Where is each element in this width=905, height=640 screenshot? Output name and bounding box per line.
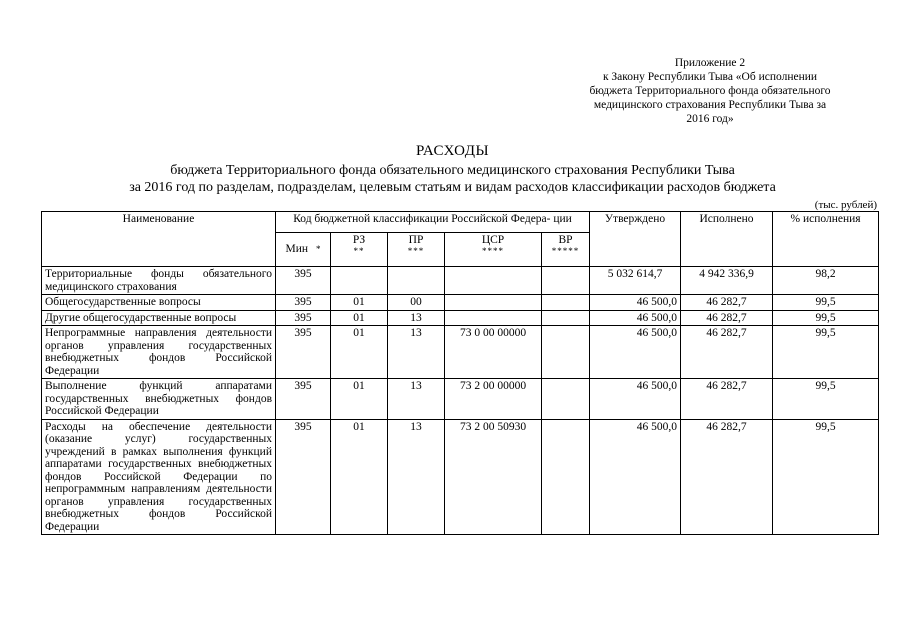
row-pr: 13 [388,310,445,326]
header-vr-mark: ***** [551,246,580,257]
header-code-group: Код бюджетной классификации Российской Федера- ции [276,212,590,233]
row-name: Непрограммные направления деятельности органов управления государственных внебюджетных фондов Российской Федерации [42,326,276,379]
header-csr [445,232,542,266]
row-vr [542,419,590,535]
appendix-line: бюджета Территориального фонда обязательного [589,85,831,97]
row-vr [542,267,590,295]
row-vr [542,295,590,311]
header-pr-label: ПР [408,233,424,246]
row-min: 395 [276,326,331,379]
header-pr-mark: *** [407,246,425,257]
row-rz: 01 [331,419,388,535]
row-csr: 73 0 00 00000 [445,326,542,379]
table-header-row [42,212,879,233]
appendix-line: Приложение 2 [674,57,746,69]
row-rz: 01 [331,326,388,379]
row-percent: 99,5 [773,310,879,326]
row-percent: 99,5 [773,379,879,420]
row-pr: 13 [388,379,445,420]
table-row [42,267,879,295]
table-row [42,295,879,311]
header-csr-label: ЦСР [481,233,505,246]
row-min: 395 [276,379,331,420]
row-percent: 99,5 [773,295,879,311]
row-approved: 5 032 614,7 [590,267,681,295]
header-vr-label: ВР [558,233,573,246]
row-csr [445,295,542,311]
units-label: (тыс. рублей) [814,199,877,211]
header-pr [388,232,445,266]
appendix-line: 2016 год» [686,113,734,125]
row-approved: 46 500,0 [590,419,681,535]
header-executed: Исполнено [681,212,773,267]
row-csr [445,310,542,326]
row-name: Другие общегосударственные вопросы [42,310,276,326]
row-pr: 13 [388,326,445,379]
row-rz: 01 [331,379,388,420]
row-min: 395 [276,267,331,295]
expenses-table [41,211,879,535]
row-approved: 46 500,0 [590,310,681,326]
row-vr [542,326,590,379]
row-min: 395 [276,295,331,311]
row-executed: 46 282,7 [681,310,773,326]
row-approved: 46 500,0 [590,295,681,311]
row-name: Территориальные фонды обязательного медицинского страхования [42,267,276,295]
row-csr [445,267,542,295]
row-name: Выполнение функций аппаратами государственных внебюджетных фондов Российской Федерации [42,379,276,420]
appendix-note [560,56,860,126]
row-csr: 73 2 00 50930 [445,419,542,535]
table-row [42,310,879,326]
row-executed: 46 282,7 [681,295,773,311]
row-approved: 46 500,0 [590,326,681,379]
row-percent: 99,5 [773,326,879,379]
row-rz [331,267,388,295]
header-percent: % исполнения [773,212,879,267]
header-min [276,232,331,266]
row-csr: 73 2 00 00000 [445,379,542,420]
row-min: 395 [276,310,331,326]
document-subtitle: бюджета Территориального фонда обязательного медицинского страхования Республики Тыва [170,163,735,178]
table-row [42,326,879,379]
row-min: 395 [276,419,331,535]
row-vr [542,379,590,420]
row-executed: 46 282,7 [681,419,773,535]
row-pr: 00 [388,295,445,311]
header-rz-mark: ** [353,246,365,257]
row-executed: 46 282,7 [681,379,773,420]
table-row [42,379,879,420]
header-min-label: Мин [285,243,309,256]
row-rz: 01 [331,295,388,311]
document-subtitle-2: за 2016 год по разделам, подразделам, целевым статьям и видам расходов классификации расходов бюджета [129,180,776,195]
row-rz: 01 [331,310,388,326]
row-pr [388,267,445,295]
row-vr [542,310,590,326]
header-rz [331,232,388,266]
table-row [42,419,879,535]
row-percent: 98,2 [773,267,879,295]
row-approved: 46 500,0 [590,379,681,420]
document-heading: РАСХОДЫ [415,143,490,159]
header-name: Наименование [42,212,276,267]
row-name: Расходы на обеспечение деятельности (оказание услуг) государственных учреждений в рамках выполнения функций аппаратами государственных внебюджетных фондов Российской Федерации по непрограммным направлениям деятельности органов управления государственных внебюджетных фондов Российской Федерации [42,419,276,535]
row-pr: 13 [388,419,445,535]
row-percent: 99,5 [773,419,879,535]
header-rz-label: РЗ [352,233,366,246]
header-min-mark: * [316,244,321,255]
row-executed: 4 942 336,9 [681,267,773,295]
header-csr-mark: **** [482,246,504,257]
appendix-line: медицинского страхования Республики Тыва за [593,99,827,111]
header-vr [542,232,590,266]
row-name: Общегосударственные вопросы [42,295,276,311]
header-approved: Утверждено [590,212,681,267]
appendix-line: к Закону Республики Тыва «Об исполнении [602,71,818,83]
row-executed: 46 282,7 [681,326,773,379]
